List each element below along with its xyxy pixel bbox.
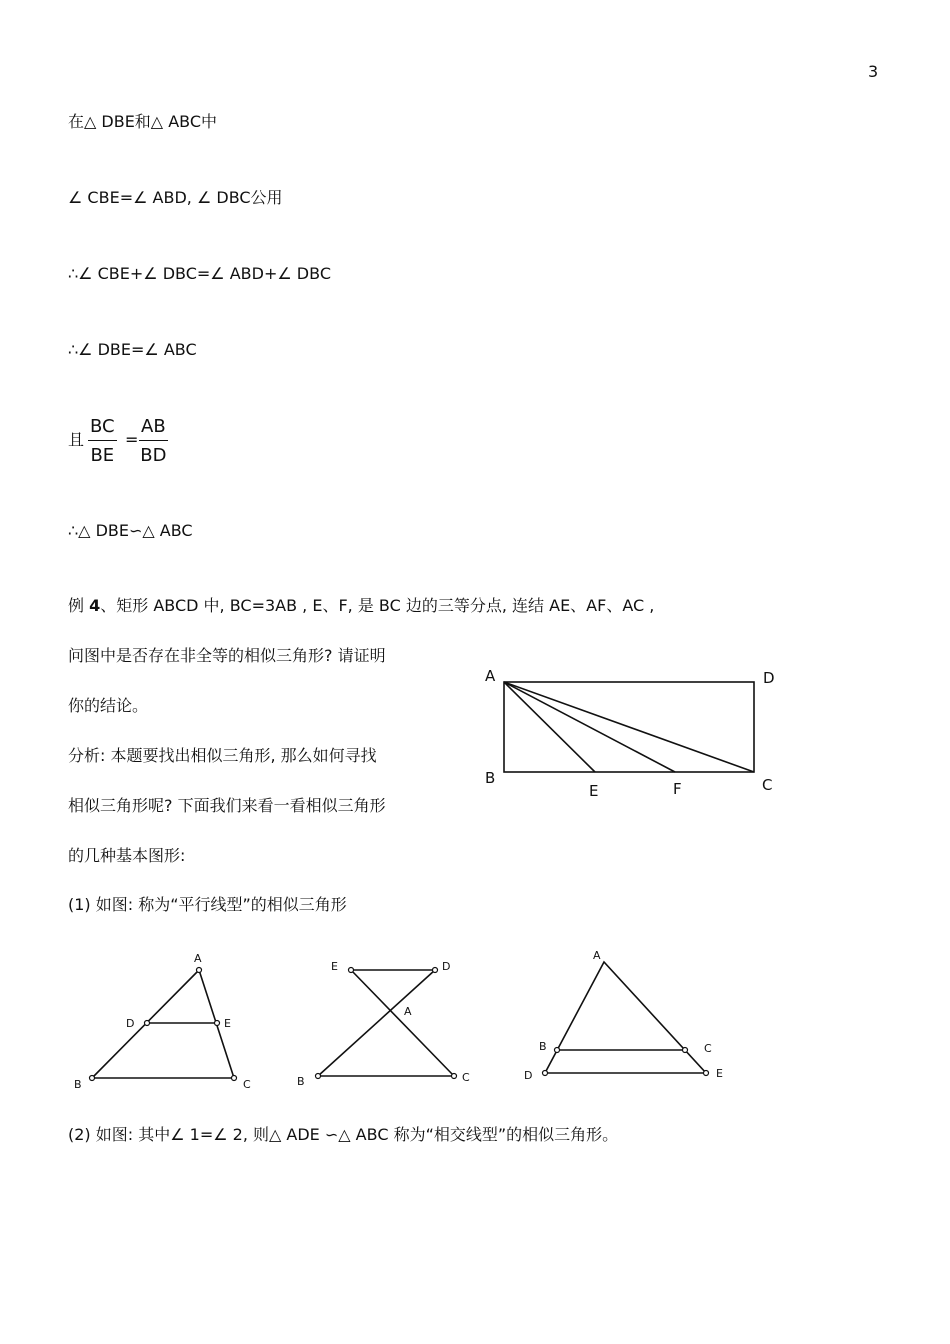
- question-line-2: 你的结论。: [68, 696, 149, 715]
- fig1-label-d: D: [126, 1017, 135, 1030]
- fraction-left-numerator: BC: [88, 414, 117, 441]
- point-d: [543, 1071, 548, 1076]
- fig2-label-e: E: [331, 960, 338, 973]
- fraction-right-numerator: AB: [139, 414, 168, 441]
- fig1-label-c: C: [243, 1078, 251, 1091]
- question-line-1: 问图中是否存在非全等的相似三角形? 请证明: [68, 646, 386, 665]
- fraction-equals: =: [125, 430, 139, 449]
- proof-conclusion: ∴△ DBE∽△ ABC: [68, 521, 193, 540]
- rect-label-c: C: [762, 776, 773, 794]
- analysis-line-1: 分析: 本题要找出相似三角形, 那么如何寻找: [68, 746, 377, 765]
- proof-line-3: ∴∠ CBE+∠ DBC=∠ ABD+∠ DBC: [68, 264, 331, 283]
- fraction-right-denominator: BD: [140, 445, 167, 466]
- example-text: 、矩形 ABCD 中, BC=3AB , E、F, 是 BC 边的三等分点, 连结 AE、AF、AC ,: [100, 596, 655, 615]
- proof-line-1: 在△ DBE和△ ABC中: [68, 112, 218, 131]
- fig3-label-c: C: [704, 1042, 712, 1055]
- rect-label-e: E: [589, 782, 599, 800]
- fraction-left-denominator: BE: [90, 445, 115, 466]
- fig3-label-a: A: [593, 949, 601, 962]
- proof-line-5-prefix: 且: [68, 430, 85, 449]
- example-label: 例: [68, 596, 90, 615]
- fig1-label-b: B: [74, 1078, 82, 1091]
- fig1-label-a: A: [194, 952, 202, 965]
- rect-label-b: B: [485, 769, 496, 787]
- case-1-caption: (1) 如图: 称为“平行线型”的相似三角形: [68, 895, 347, 914]
- point-b: [555, 1048, 560, 1053]
- triangle-ade: [545, 962, 706, 1073]
- rect-label-f: F: [673, 780, 682, 798]
- fig1-label-e: E: [224, 1017, 231, 1030]
- point-c: [683, 1048, 688, 1053]
- fig2-label-c: C: [462, 1071, 470, 1084]
- fig2-label-a: A: [404, 1005, 412, 1018]
- example-number: 4: [89, 596, 101, 615]
- fig2-label-b: B: [297, 1075, 305, 1088]
- fig3-label-b: B: [539, 1040, 547, 1053]
- fig3-label-e: E: [716, 1067, 723, 1080]
- rect-label-d: D: [763, 669, 775, 687]
- proof-line-2: ∠ CBE=∠ ABD, ∠ DBC公用: [68, 188, 283, 207]
- point-e: [704, 1071, 709, 1076]
- rect-label-a: A: [485, 667, 496, 685]
- case-2-caption: (2) 如图: 其中∠ 1=∠ 2, 则△ ADE ∽△ ABC 称为“相交线型”的相似三角形。: [68, 1125, 619, 1144]
- page-number: 3: [868, 62, 879, 81]
- analysis-line-2: 相似三角形呢? 下面我们来看一看相似三角形: [68, 796, 386, 815]
- fig3-label-d: D: [524, 1069, 533, 1082]
- fig2-label-d: D: [442, 960, 451, 973]
- proof-line-4: ∴∠ DBE=∠ ABC: [68, 340, 197, 359]
- analysis-line-3: 的几种基本图形:: [68, 846, 186, 865]
